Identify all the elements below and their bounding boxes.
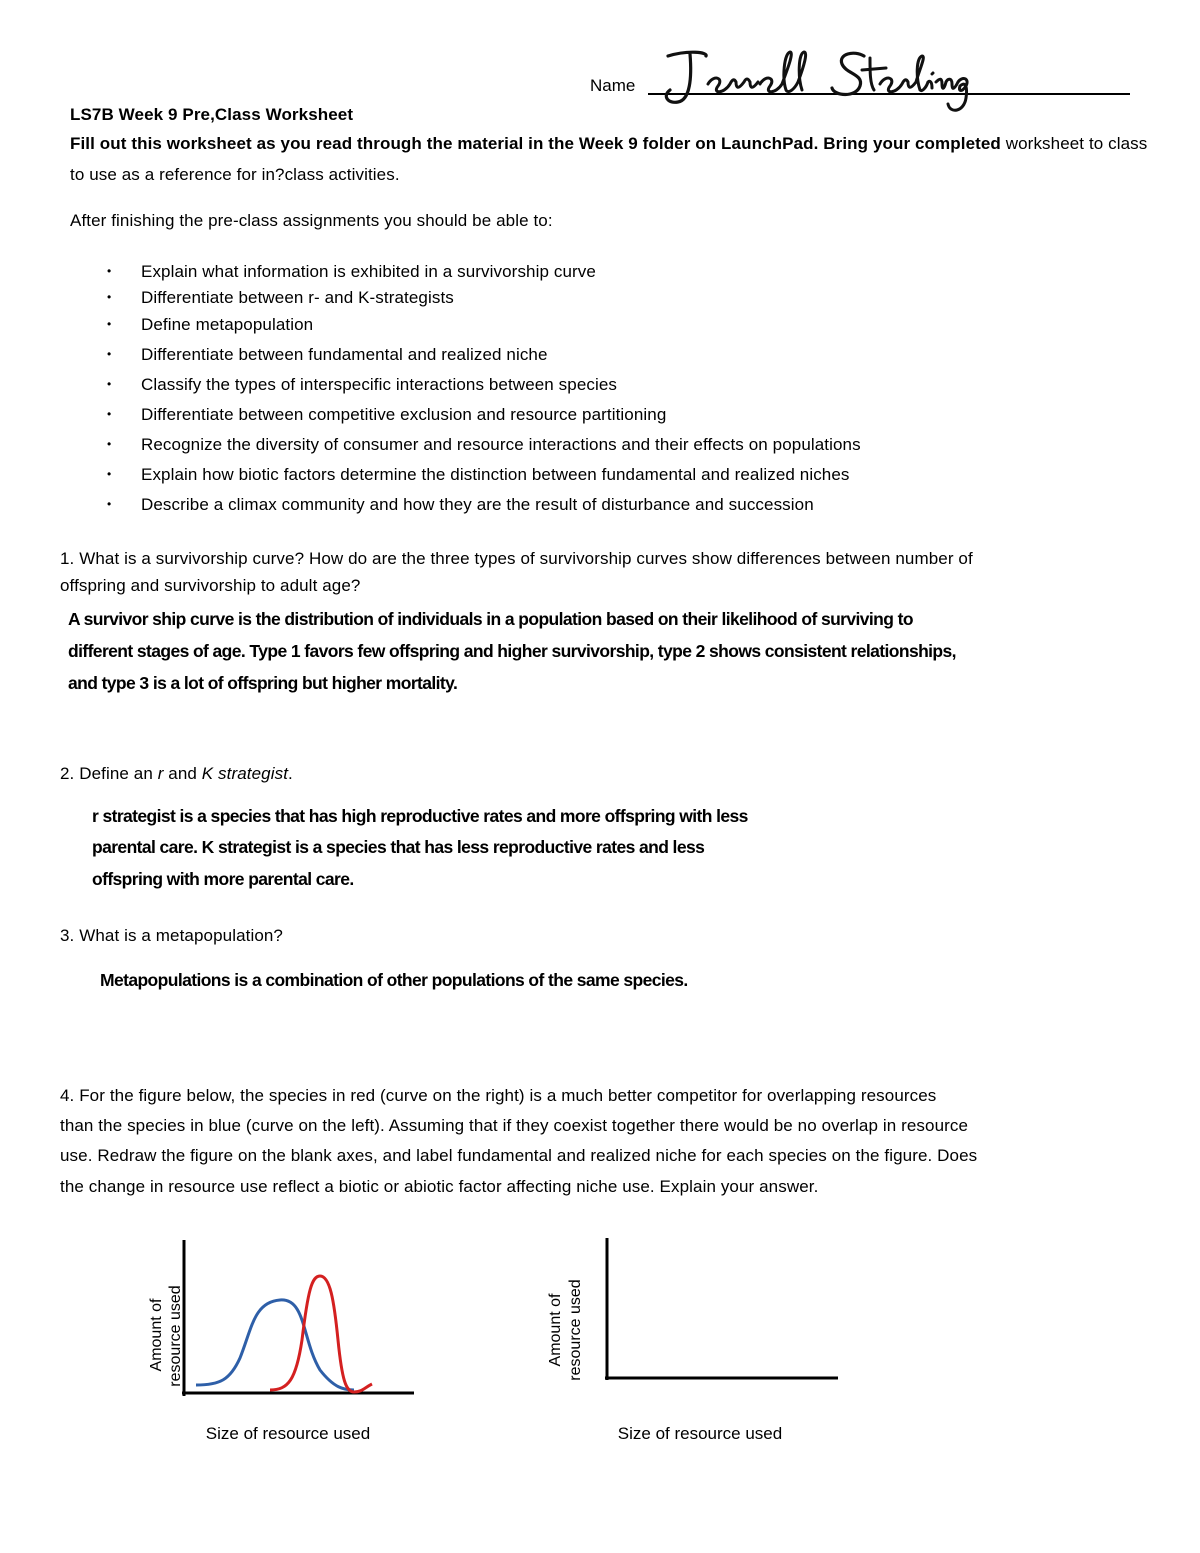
red-species-curve: [270, 1276, 372, 1392]
question-4-line-2: than the species in blue (curve on the left). Assuming that if they coexist together there would be no overlap in resource: [60, 1116, 969, 1135]
blue-species-curve: [196, 1300, 354, 1390]
objectives-intro: After finishing the pre-class assignments you should be able to:: [70, 211, 553, 230]
blank-axes-figure: [540, 1230, 850, 1460]
handwritten-signature: [648, 38, 978, 118]
question-4-line-1: 4. For the figure below, the species in red (curve on the right) is a much better competitor for overlapping resources: [60, 1086, 937, 1105]
bullet-icon: •: [107, 377, 112, 391]
question-3: 3. What is a metapopulation?: [60, 926, 283, 945]
bullet-icon: •: [107, 347, 112, 361]
worksheet-title: LS7B Week 9 Pre,Class Worksheet: [70, 105, 354, 124]
instructions-line-1: [70, 134, 1147, 154]
question-1-line-1: 1. What is a survivorship curve? How do are the three types of survivorship curves show differences between number of: [60, 549, 973, 568]
instructions-bold-text: Fill out this worksheet as you read through the material in the Week 9 folder on LaunchPad. Bring your completed: [70, 134, 1001, 153]
right-figure-x-label: Size of resource used: [617, 1424, 783, 1443]
instructions-line-2: to use as a reference for in?class activities.: [70, 165, 400, 184]
svg-text:Amount of: Amount of: [547, 1293, 564, 1367]
bullet-icon: •: [107, 437, 112, 451]
question-1-line-2: offspring and survivorship to adult age?: [60, 576, 361, 595]
bullet-icon: •: [107, 290, 112, 304]
bullet-icon: •: [107, 407, 112, 421]
answer-1-line-3: and type 3 is a lot of offspring but higher mortality.: [68, 673, 458, 693]
answer-2-line-1: r strategist is a species that has high reproductive rates and more offspring with less: [92, 806, 748, 826]
answer-2-line-2: parental care. K strategist is a species that has less reproductive rates and less: [92, 837, 705, 857]
bullet-icon: •: [107, 264, 112, 278]
svg-text:Amount of: Amount of: [148, 1298, 165, 1372]
svg-text:resource used: resource used: [567, 1279, 584, 1381]
answer-2-line-3: offspring with more parental care.: [92, 869, 354, 889]
answer-1-line-1: A survivor ship curve is the distribution of individuals in a population based on their likelihood of surviving to: [68, 609, 913, 629]
bullet-icon: •: [107, 497, 112, 511]
name-label: Name: [590, 76, 636, 95]
left-figure-x-label: Size of resource used: [205, 1424, 371, 1443]
bullet-icon: •: [107, 317, 112, 331]
answer-3: Metapopulations is a combination of other populations of the same species.: [100, 970, 688, 990]
niche-figure: [130, 1230, 430, 1460]
question-2: 2. Define an r and K strategist.: [60, 764, 293, 783]
instructions-rest-text: worksheet to class: [1000, 134, 1148, 153]
right-figure-y-label: [547, 1279, 584, 1380]
question-4-line-3: use. Redraw the figure on the blank axes, and label fundamental and realized niche for each species on the figure. Does: [60, 1146, 978, 1165]
bullet-icon: •: [107, 467, 112, 481]
svg-text:resource used: resource used: [167, 1285, 184, 1387]
question-4-line-4: the change in resource use reflect a biotic or abiotic factor affecting niche use. Explain your answer.: [60, 1177, 819, 1196]
left-figure-y-label: [148, 1285, 184, 1386]
answer-1-line-2: different stages of age. Type 1 favors few offspring and higher survivorship, type 2 shows consistent relationships,: [68, 641, 956, 661]
